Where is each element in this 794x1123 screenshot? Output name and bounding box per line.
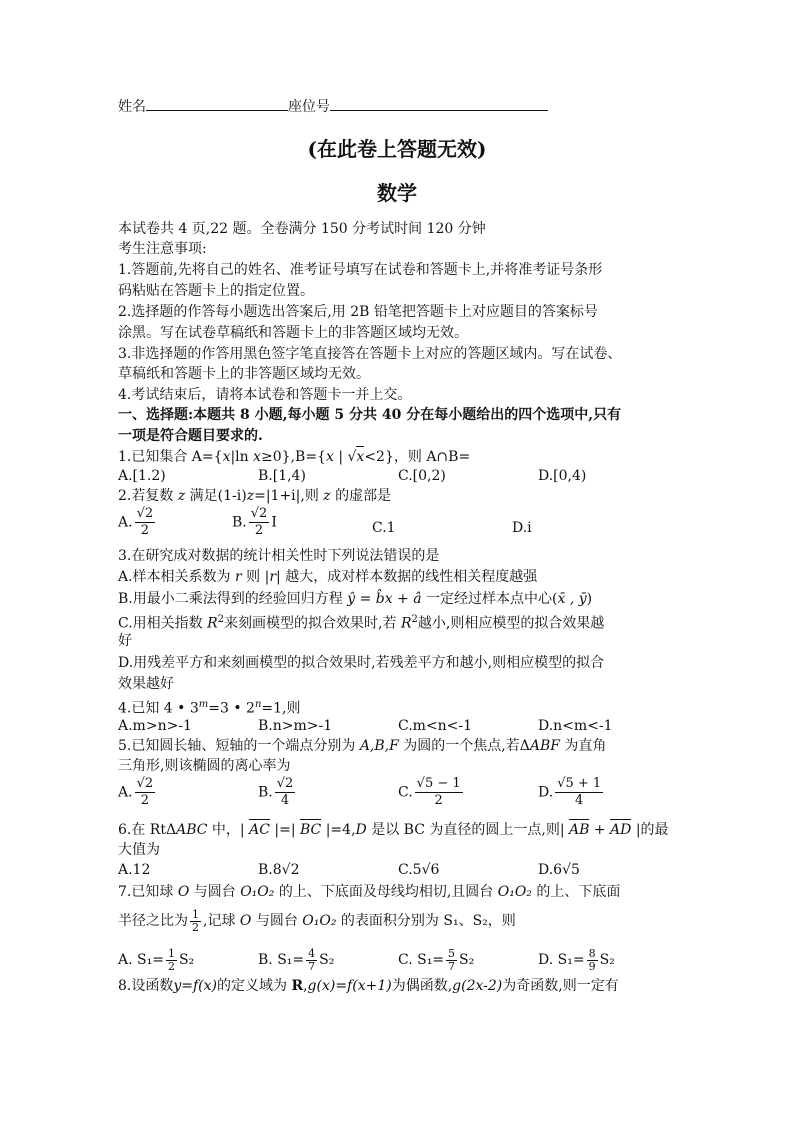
exam-info: 本试卷共 4 页,22 题。全卷满分 150 分考试时间 120 分钟 [118,221,486,237]
q3-option-b[interactable]: B.用最小二乘法得到的经验回归方程 ŷ = b̂x + â 一定经过样本点中心(x̄ , ȳ) [118,591,593,607]
fraction: $\frac{√2}{2}$ [136,506,154,538]
q1-option-a[interactable]: A.[1.2) [118,468,166,484]
fraction: $\frac{4}{7}$ [308,946,316,973]
instruction-line: 码粘贴在答题卡上的指定位置。 [118,283,314,299]
fraction: $\frac{√2}{4}$ [276,776,294,808]
fraction: $\frac{5}{7}$ [448,946,456,973]
seat-blank[interactable] [330,96,548,111]
q1-option-c[interactable]: C.[0,2) [398,468,446,484]
q5-option-a[interactable]: A. $\frac{√2}{2}$ [118,776,154,808]
instruction-line: 涂黑。写在试卷草稿纸和答题卡上的非答题区域均无效。 [118,325,468,341]
q3-option-c-cont: 好 [118,633,132,649]
name-blank[interactable] [146,96,288,111]
question-5-stem: 5.已知圆长轴、短轴的一个端点分别为 A,B,F 为圆的一个焦点,若ΔABF 为直角 [118,738,607,754]
q5-option-c[interactable]: C. $\frac{√5 - 1}{2}$ [398,776,461,808]
instruction-line: 4.考试结束后，请将本试卷和答题卡一并上交。 [118,387,412,403]
q3-option-d-cont: 效果越好 [118,676,174,692]
q7-option-b[interactable]: B. S₁= $\frac{4}{7}$ S₂ [258,946,335,973]
q1-option-b[interactable]: B.[1,4) [258,468,306,484]
instruction-line: 1.答题前,先将自己的姓名、准考证号填写在试卷和答题卡上,并将准考证号条形 [118,262,603,278]
q7-option-d[interactable]: D. S₁= $\frac{8}{9}$ S₂ [538,946,615,973]
question-8-stem: 8.设函数y=f(x)的定义域为 R,g(x)=f(x+1)为偶函数,g(2x-2)为奇函数,则一定有 [118,978,619,994]
instruction-line: 3.非选择题的作答用黑色签字笔直接答在答题卡上对应的答题区域内。写在试卷、 [118,346,622,362]
q6-option-a[interactable]: A.12 [118,862,151,878]
fraction: $\frac{√5 - 1}{2}$ [416,776,461,808]
subject-title: 数学 [377,181,417,205]
q2-option-d[interactable]: D.i [512,520,532,536]
question-2-stem: 2.若复数 z 满足(1-i)z=|1+i|,则 z 的虚部是 [118,488,392,504]
fraction: $\frac{√5 + 1}{4}$ [557,776,602,808]
section-heading: 一、选择题:本题共 8 小题,每小题 5 分共 40 分在每小题给出的四个选项中,只有 [118,407,622,423]
q4-option-b[interactable]: B.n>m>-1 [258,718,333,734]
q5-option-d[interactable]: D. $\frac{√5 + 1}{4}$ [538,776,602,808]
q2-option-a[interactable]: A. $\frac{√2}{2}$ [118,506,154,538]
invalid-notice: (在此卷上答题无效) [307,137,487,161]
question-7-stem-cont: 半径之比为 $\frac{1}{2}$ ,记球 O 与圆台 O₁O₂ 的表面积分别为 S₁、S₂，则 [118,907,516,934]
q4-option-a[interactable]: A.m>n>-1 [118,718,192,734]
q6-option-d[interactable]: D.6√5 [538,862,580,878]
question-4-stem: 4.已知 4 • $3^m=3$ • $2^n=1$,则 [118,699,301,717]
q6-option-c[interactable]: C.5√6 [398,862,440,878]
q5-option-b[interactable]: B. $\frac{√2}{4}$ [258,776,294,808]
name-label: 姓名 [118,99,146,115]
question-3-stem: 3.在研究成对数据的统计相关性时下列说法错误的是 [118,548,440,564]
q3-option-c[interactable]: C.用相关指数 $R^2$来刻画模型的拟合效果时,若 $R^2$越小,则相应模型的拟合效果越 [118,614,605,632]
q7-option-a[interactable]: A. S₁= $\frac{1}{2}$ S₂ [118,946,195,973]
q3-option-a[interactable]: A.样本相关系数为 r 则 |r| 越大，成对样本数据的线性相关程度越强 [118,569,538,585]
fraction: $\frac{1}{2}$ [192,907,199,934]
fraction: $\frac{8}{9}$ [588,946,596,973]
question-1-stem: 1.已知集合 A={x|ln x≥0},B={x | √x<2}，则 A∩B= [118,449,471,465]
question-7-stem: 7.已知球 O 与圆台 O₁O₂ 的上、下底面及母线均相切,且圆台 O₁O₂ 的上、下底面 [118,884,621,900]
question-5-stem-cont: 三角形,则该椭圆的离心率为 [118,758,291,774]
q2-option-b[interactable]: B. $\frac{√2}{2}$ I [232,506,277,538]
fraction: $\frac{1}{2}$ [167,946,175,973]
q2-option-c[interactable]: C.1 [372,520,396,536]
q4-option-d[interactable]: D.n<m<-1 [538,718,613,734]
instruction-line: 2.选择题的作答每小题选出答案后,用 2B 铅笔把答题卡上对应题目的答案标号 [118,304,598,320]
instruction-line: 草稿纸和答题卡上的非答题区域均无效。 [118,366,370,382]
name-seat-row [118,96,548,117]
question-6-stem-cont: 大值为 [118,842,160,858]
seat-label: 座位号 [288,99,330,115]
fraction: $\frac{√2}{2}$ [136,776,154,808]
q3-option-d[interactable]: D.用残差平方和来刻画模型的拟合效果时,若残差平方和越小,则相应模型的拟合 [118,655,605,671]
q7-option-c[interactable]: C. S₁= $\frac{5}{7}$ S₂ [398,946,475,973]
fraction: $\frac{√2}{2}$ [250,506,268,538]
q6-option-b[interactable]: B.8√2 [258,862,300,878]
attention-heading: 考生注意事项: [118,241,207,257]
section-heading-cont: 一项是符合题目要求的. [118,428,263,444]
q1-option-d[interactable]: D.[0,4) [538,468,587,484]
q4-option-c[interactable]: C.m<n<-1 [398,718,473,734]
question-6-stem: 6.在 RtΔABC 中，| AC |=| BC |=4,D 是以 BC 为直径的圆上一点,则| AB + AD |的最 [118,822,669,838]
